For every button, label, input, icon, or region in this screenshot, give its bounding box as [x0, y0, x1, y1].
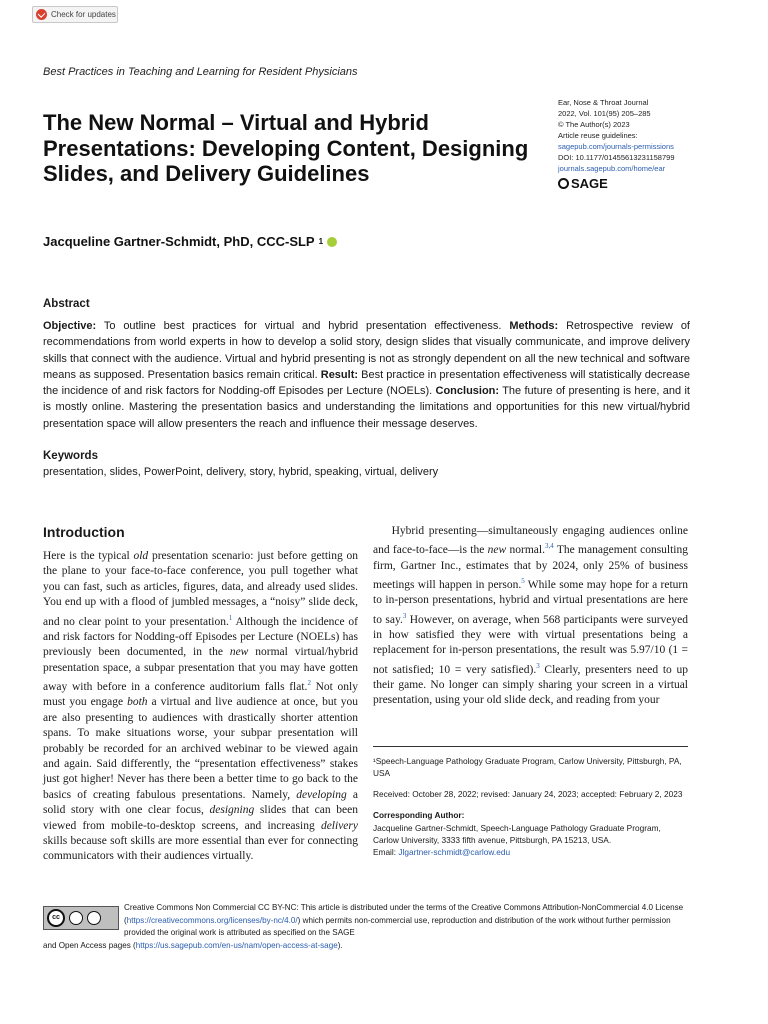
text-run: Here is the typical [43, 550, 134, 562]
license-text-end [43, 940, 690, 953]
doi: DOI: 10.1177/01455613231158799 [558, 153, 675, 162]
text-run: slides that can been viewed from mobile-to-desktop screens, and increasing [43, 804, 359, 832]
received-dates: Received: October 28, 2022; revised: January 24, 2023; accepted: February 2, 2023 [373, 789, 683, 799]
methods-label: Methods: [509, 320, 559, 332]
reuse-label: Article reuse guidelines: [558, 131, 638, 140]
intro-column-left [43, 549, 358, 865]
emphasis: both [127, 696, 148, 709]
citation-ref[interactable]: 3 [536, 661, 540, 670]
email-line [373, 846, 688, 858]
copyright: © The Author(s) 2023 [558, 120, 630, 129]
by-icon [69, 911, 83, 925]
footnote-divider [373, 746, 688, 747]
text-run: and Open Access pages ( [43, 941, 136, 950]
corresponding-address: Jacqueline Gartner-Schmidt, Speech-Language Pathology Graduate Program, Carlow University, 3333 fifth avenue, Pittsburgh, PA 15213, USA. [373, 823, 661, 845]
keywords-list: presentation, slides, PowerPoint, delivery, story, hybrid, speaking, virtual, delivery [43, 466, 439, 478]
conclusion-label: Conclusion: [435, 385, 500, 398]
journal-name: Ear, Nose & Throat Journal [558, 98, 649, 107]
series-title: Best Practices in Teaching and Learning for Resident Physicians [43, 66, 358, 78]
article-title: The New Normal – Virtual and Hybrid Presentations: Developing Content, Designing Slides, and Delivery Guidelines [43, 110, 529, 186]
check-for-updates-button[interactable] [32, 6, 118, 23]
emphasis: delivery [320, 819, 358, 832]
text-run: Not only must you engage [43, 680, 358, 709]
cc-icon: cc [47, 909, 65, 927]
text-run: a virtual and live audience at once, but you are also presenting to audiences with drastically shorter attention spans. To make situations worse, your subpar presentation will probably be recorded for an archived webinar to be viewed again and again. Said differently, the “presentation effectiveness” stakes just got higher! Never has there been a better time to go back to the basics of creating fabulous presentations. Namely, [43, 696, 358, 801]
objective-label: Objective: [43, 320, 97, 332]
emphasis: old [133, 550, 149, 562]
text-run: normal. [506, 544, 545, 557]
text-run: ) which permits non-commercial use, reproduction and distribution of the work without further permission provided the original work is attributed as specified on the SAGE [124, 915, 671, 938]
affiliation-note: ¹Speech-Language Pathology Graduate Program, Carlow University, Pittsburgh, PA, USA [373, 756, 682, 778]
nc-icon [87, 911, 101, 925]
check-updates-label: Check for updates [51, 10, 116, 19]
text-run: However, on average, when 568 participants were surveyed in how satisfied they were with virtual presentations being a replacement for in-person presentations, the result was 5.97/10 (1 = not satisfied; 10 = very satisfied). [373, 613, 688, 676]
permissions-link[interactable]: sagepub.com/journals-permissions [558, 142, 674, 151]
emphasis: developing [296, 788, 347, 801]
emphasis: designing [209, 804, 255, 817]
emphasis: new [229, 646, 249, 659]
citation-ref[interactable]: 1 [228, 613, 233, 622]
citation-ref[interactable]: 2 [307, 679, 311, 688]
text-run: Hybrid presenting—simultaneously engaging audiences online and face-to-face—is the [373, 525, 689, 557]
text-run: presentation scenario: just before getting on the plane to your face-to-face conference, you pull together what you can fast, such as articles, figures, data, and already used slides. You end up with a flood of jumbled messages, a “noisy” slide deck, and no clear point to your presentation. [43, 550, 358, 628]
text-run: Clearly, presenters need to up their game. No longer can simply sharing your screen in a virtual presentation, using your old slide deck, and reading from your [373, 663, 688, 707]
author-affil-sup: 1 [318, 237, 324, 246]
author-line [43, 234, 337, 249]
citation-ref[interactable]: 3,4 [544, 542, 554, 551]
text-run: While some may hope for a return to in-person presentations, hybrid and virtual presentations are here to say. [373, 578, 688, 626]
keywords-heading: Keywords [43, 450, 98, 462]
abstract-heading: Abstract [43, 298, 90, 310]
orcid-icon[interactable] [327, 237, 337, 247]
emphasis: new [487, 544, 507, 557]
sage-wordmark: SAGE [571, 176, 608, 191]
citation-ref[interactable]: 5 [521, 577, 525, 586]
sage-circle-icon [558, 178, 569, 189]
result-label: Result: [320, 368, 359, 381]
cc-license-badge [43, 906, 119, 930]
abstract-body [43, 318, 690, 432]
text-run: The management consulting firm, Gartner Inc., estimates that by 2024, only 25% of business meetings will happen in person. [373, 544, 689, 591]
corresponding-heading: Corresponding Author: [373, 810, 465, 820]
text-run: skills because soft skills are more essential than ever for connecting communicators with their audiences virtually. [43, 834, 358, 863]
sage-logo [558, 176, 608, 191]
text-run: normal virtual/hybrid presentation space, a subpar presentation that you may have gotten away with before in a conference auditorium falls flat. [43, 646, 358, 693]
conclusion-text: The future of presenting is here, and it is mostly online. Mastering the presentation basics and understanding the limitations and opportunities for this new virtual/hybrid presentation space will allow presenters the reach and influence their message deserves. [43, 385, 690, 430]
objective-text: To outline best practices for virtual and hybrid presentation effectiveness. [96, 320, 510, 332]
text-run: Although the incidence of and risk factors for Nodding-off Episodes per Lecture (NOELs) has previously been documented, in the [43, 615, 358, 659]
journal-info [558, 97, 758, 174]
introduction-heading: Introduction [43, 524, 125, 540]
result-text: Best practice in presentation effectiveness will statistically decrease the incidence of and risk factors for Nodding-off Episodes per Lecture (NOELs). [43, 368, 691, 398]
methods-text: Retrospective review of recommendations from world experts in how to develop a solid story, design slides that visually communicate, and improve delivery skills that connect with the audience. Virtual and hybrid presenting is not as strongly dependent on all the new technical and software means as supposed. Presentation basics remain critical. [43, 320, 690, 381]
journal-home-link[interactable]: journals.sagepub.com/home/ear [558, 164, 666, 173]
author-name: Jacqueline Gartner-Schmidt, PhD, CCC-SLP [43, 234, 315, 249]
license-text [124, 902, 690, 940]
text-run: Creative Commons Non Commercial CC BY-NC: This article is distributed under the terms of the Creative Commons Attribution-NonCommercial 4.0 License ( [124, 903, 684, 925]
citation-ref[interactable]: 3 [402, 611, 407, 620]
intro-column-right [373, 524, 688, 709]
open-access-link[interactable]: https://us.sagepub.com/en-us/nam/open-access-at-sage [135, 941, 338, 950]
license-link[interactable]: https://creativecommons.org/licenses/by-nc/4.0/ [126, 915, 298, 925]
check-updates-icon [36, 9, 47, 20]
footnotes [373, 755, 688, 858]
email-label: Email: [373, 847, 399, 857]
text-run: ). [337, 941, 343, 950]
text-run: a solid story with one clear focus, [43, 788, 359, 817]
email-link[interactable]: Jlgartner-schmidt@carlow.edu [398, 847, 511, 857]
journal-volume: 2022, Vol. 101(95) 205–285 [558, 109, 651, 118]
